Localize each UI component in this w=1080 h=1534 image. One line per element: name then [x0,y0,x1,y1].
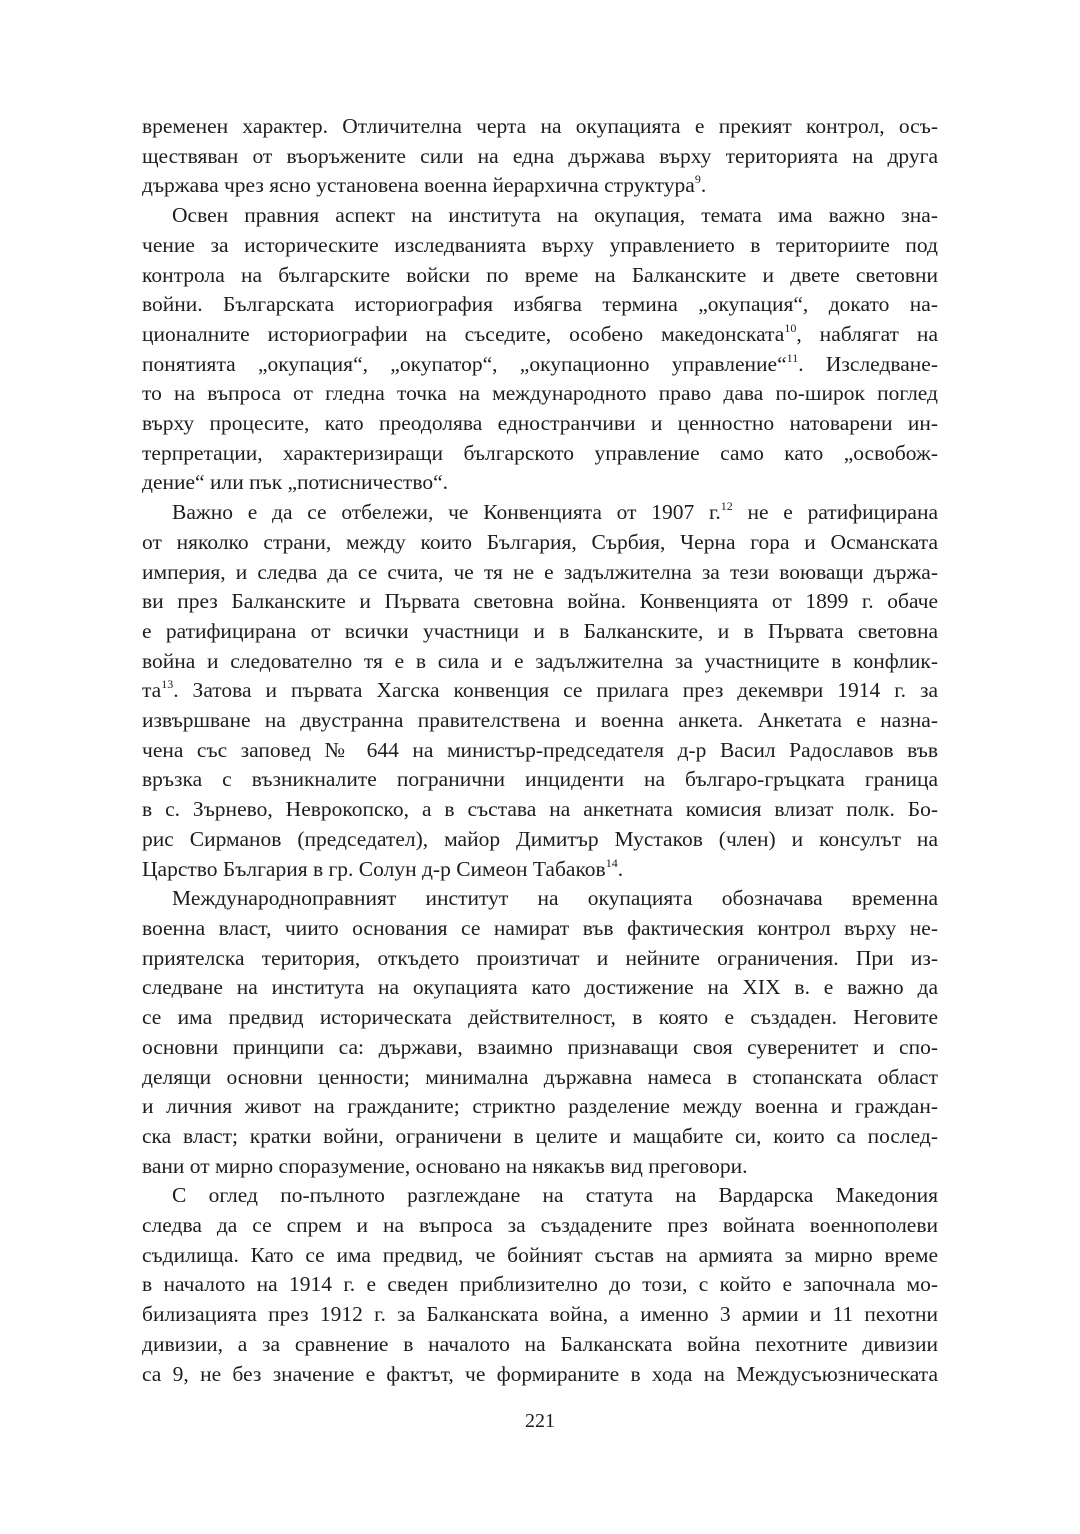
text-line [142,1152,938,1182]
page-number: 221 [525,1410,555,1432]
line-text: контрола на българските войски по време на Балканските и двете световни [142,262,938,287]
body-text [142,112,938,1389]
paragraph [142,884,938,1181]
line-text: военна власт, чиито основания се намират във фактическия контрол върху не- [142,915,938,940]
line-text: дение“ или пък „потисничество“. [142,470,448,495]
text-line [142,676,938,706]
paragraph [142,201,938,498]
text-line [142,973,938,1003]
line-text: държава чрез ясно установена военна йерархична структура [142,173,695,198]
line-text: и личния живот на гражданите; стриктно разделение между военна и граждан- [142,1094,938,1119]
line-text: ви през Балканските и Първата световна война. Конвенцията от 1899 г. обаче [142,589,938,614]
footnote-marker[interactable]: 14 [605,855,618,870]
line-text-after: . [700,173,707,198]
text-line [142,706,938,736]
line-text: връзка с възникналите погранични инциденти на българо-гръцката граница [142,767,938,792]
line-text-after: , наблягат на [796,321,938,346]
paragraph [142,1181,938,1389]
text-line [142,1122,938,1152]
line-text: дивизии, а за сравнение в началото на Балканската война пехотните дивизии [142,1331,938,1356]
text-line [142,1241,938,1271]
footnote-marker[interactable]: 9 [694,172,701,187]
footnote-marker[interactable]: 11 [786,350,799,365]
line-text: Международноправният институт на окупацията обозначава временна [172,886,938,911]
text-line [142,201,938,231]
line-text: ционалните историографии на съседите, особено македонската [142,321,785,346]
line-text: Освен правния аспект на института на окупация, темата има важно зна- [172,203,938,228]
text-line [142,647,938,677]
line-text: ска власт; кратки войни, ограничени в целите и мащабите си, които са послед- [142,1123,938,1148]
line-text: приятелска територия, откъдето произтичат и нейните ограничения. При из- [142,945,938,970]
text-line [142,528,938,558]
text-line [142,1063,938,1093]
line-text: делящи основни ценности; минимална държавна намеса в стопанската област [142,1064,938,1089]
line-text: понятията „окупация“, „окупатор“, „окупационно управление“ [142,351,787,376]
line-text: ществяван от въоръжените сили на една държава върху територията на друга [142,143,938,168]
text-line [142,736,938,766]
text-line [142,261,938,291]
text-line [142,795,938,825]
text-line [142,1270,938,1300]
line-text: империя, и следва да се счита, че тя не е задължителна за тези воюващи държа- [142,559,938,584]
text-line [142,1003,938,1033]
text-line [142,468,938,498]
line-text: война и следователно тя е в сила и е задължителна за участниците в конфлик- [142,648,938,673]
text-line [142,320,938,350]
line-text: следване на института на окупацията като достижение на XIX в. е важно да [142,975,938,1000]
text-line [142,379,938,409]
text-line [142,1181,938,1211]
footnote-marker[interactable]: 13 [161,677,174,692]
text-line [142,1211,938,1241]
text-line [142,765,938,795]
line-text: войни. Българската историография избягва термина „окупация“, докато на- [142,292,938,317]
line-text: основни принципи са: държави, взаимно признаващи своя суверенитет и спо- [142,1034,938,1059]
line-text: Важно е да се отбележи, че Конвенцията от 1907 г. [172,500,721,525]
line-text: билизацията през 1912 г. за Балканската война, а именно 3 армии и 11 пехотни [142,1302,938,1327]
line-text: съдилища. Като се има предвид, че бойният състав на армията за мирно време [142,1242,938,1267]
text-line [142,944,938,974]
line-text: Царство България в гр. Солун д-р Симеон Табаков [142,856,606,881]
line-text: временен характер. Отличителна черта на окупацията е прекият контрол, осъ- [142,114,938,138]
text-line [142,617,938,647]
text-line [142,142,938,172]
line-text: чение за историческите изследванията върху управлението в териториите под [142,232,938,257]
line-text: се има предвид историческата действителност, в която е създаден. Неговите [142,1005,938,1030]
line-text: терпретации, характеризиращи българското управление само като „освобож- [142,440,938,465]
text-line [142,884,938,914]
text-line [142,409,938,439]
line-text: С оглед по-пълното разглеждане на статута на Вардарска Македония [172,1183,938,1208]
text-line [142,1300,938,1330]
paragraph [142,112,938,201]
line-text: рис Сирманов (председател), майор Димитър Мустаков (член) и консулът на [142,826,938,851]
text-line [142,1360,938,1390]
footnote-marker[interactable]: 10 [784,320,797,335]
line-text: са 9, не без значение е фактът, че формираните в хода на Междусъюзническата [142,1361,938,1386]
line-text-after: . Изследване- [798,351,938,376]
line-text-after: . [617,856,624,881]
text-line [142,1092,938,1122]
text-line [142,350,938,380]
text-line [142,231,938,261]
line-text: следва да се спрем и на въпроса за създадените през войната военнополеви [142,1213,938,1238]
line-text: та [142,678,162,703]
line-text: вани от мирно споразумение, основано на някакъв вид преговори. [142,1153,748,1178]
line-text-after: не е ратифицирана [732,500,938,525]
text-line [142,290,938,320]
line-text: върху процесите, като преодолява едностранчиви и ценностно натоварени ин- [142,411,938,436]
text-line [142,1033,938,1063]
line-text: е ратифицирана от всички участници и в Балканските, и в Първата световна [142,618,938,643]
text-line [142,855,938,885]
text-line [142,498,938,528]
line-text: от няколко страни, между които България, Сърбия, Черна гора и Османската [142,529,938,554]
text-line [142,439,938,469]
line-text: в началото на 1914 г. е сведен приблизително до този, с който е започнала мо- [142,1272,938,1297]
line-text: то на въпроса от гледна точка на международното право дава по-широк поглед [142,381,938,406]
text-line [142,825,938,855]
line-text-after: . Затова и първата Хагска конвенция се прилага през декември 1914 г. за [173,678,938,703]
text-line [142,171,938,201]
text-line [142,914,938,944]
text-line [142,112,938,142]
text-line [142,558,938,588]
text-line [142,587,938,617]
line-text: чена със заповед № 644 на министър-председателя д-р Васил Радославов във [142,737,938,762]
footnote-marker[interactable]: 12 [720,499,733,514]
text-line [142,1330,938,1360]
paragraph [142,498,938,884]
line-text: извършване на двустранна правителствена и военна анкета. Анкетата е назна- [142,708,938,733]
line-text: в с. Зърнево, Неврокопско, а в състава на анкетната комисия влизат полк. Бо- [142,797,938,822]
